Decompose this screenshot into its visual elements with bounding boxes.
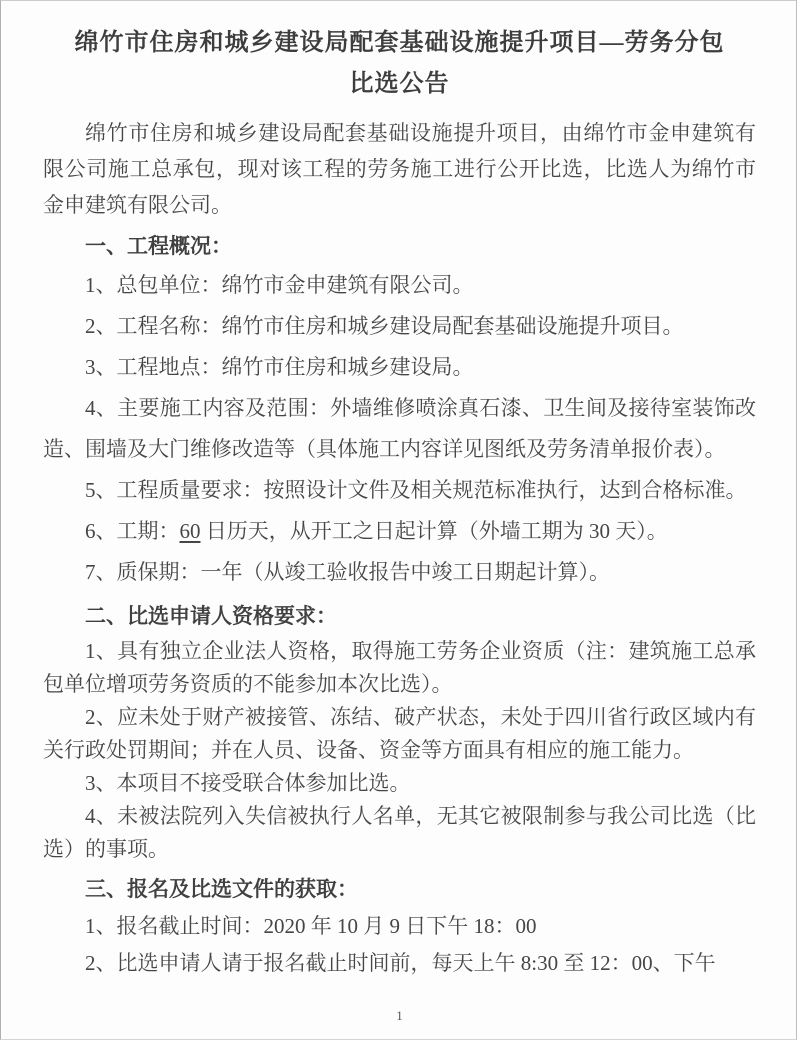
section-1-item-4: 4、主要施工内容及范围：外墙维修喷涂真石漆、卫生间及接待室装饰改造、围墙及大门维修改造等（具体施工内容详见图纸及劳务清单报价表）。 [43,396,756,461]
section-1-item-2: 2、工程名称：绵竹市住房和城乡建设局配套基础设施提升项目。 [85,314,684,338]
section-1-heading: 一、工程概况： [85,234,232,258]
document-title [43,23,756,105]
section-1-item-1: 1、总包单位：绵竹市金申建筑有限公司。 [85,273,474,297]
section-2-item-4: 4、未被法院列入失信被执行人名单，无其它被限制参与我公司比选（比选）的事项。 [43,804,756,861]
section-3-item-1: 1、报名截止时间：2020 年 10 月 9 日下午 18：00 [85,914,537,938]
document-title-line-2: 比选公告 [349,71,450,97]
section-1-item-7: 7、质保期：一年（从竣工验收报告中竣工日期起计算）。 [85,560,610,584]
section-1-item-6 [43,511,756,552]
section-1-item-6-suffix: 日历天，从开工之日起计算（外墙工期为 30 天）。 [200,519,668,543]
section-1-item-3: 3、工程地点：绵竹市住房和城乡建设局。 [85,355,474,379]
document-title-line-1: 绵竹市住房和城乡建设局配套基础设施提升项目—劳务分包 [74,30,725,56]
intro-paragraph: 绵竹市住房和城乡建设局配套基础设施提升项目，由绵竹市金申建筑有限公司施工总承包，现对该工程的劳务施工进行公开比选，比选人为绵竹市金申建筑有限公司。 [43,121,756,217]
section-1-item-5: 5、工程质量要求：按照设计文件及相关规范标准执行，达到合格标准。 [85,478,747,502]
section-2-heading: 二、比选申请人资格要求： [85,604,337,628]
section-1-item-6-duration-underlined: 60 [179,519,201,543]
section-2-item-2: 2、应未处于财产被接管、冻结、破产状态，未处于四川省行政区域内有关行政处罚期间；并在人员、设备、资金等方面具有相应的施工能力。 [43,705,756,762]
page-number: 1 [396,1008,403,1023]
section-3-heading: 三、报名及比选文件的获取： [85,877,358,901]
section-2-item-3: 3、本项目不接受联合体参加比选。 [85,771,411,795]
section-3-item-2: 2、比选申请人请于报名截止时间前，每天上午 8:30 至 12：00、下午 [85,951,716,975]
section-2-item-1: 1、具有独立企业法人资格，取得施工劳务企业资质（注：建筑施工总承包单位增项劳务资质的不能参加本次比选）。 [43,639,756,696]
section-1-item-6-prefix: 6、工期： [85,519,180,543]
